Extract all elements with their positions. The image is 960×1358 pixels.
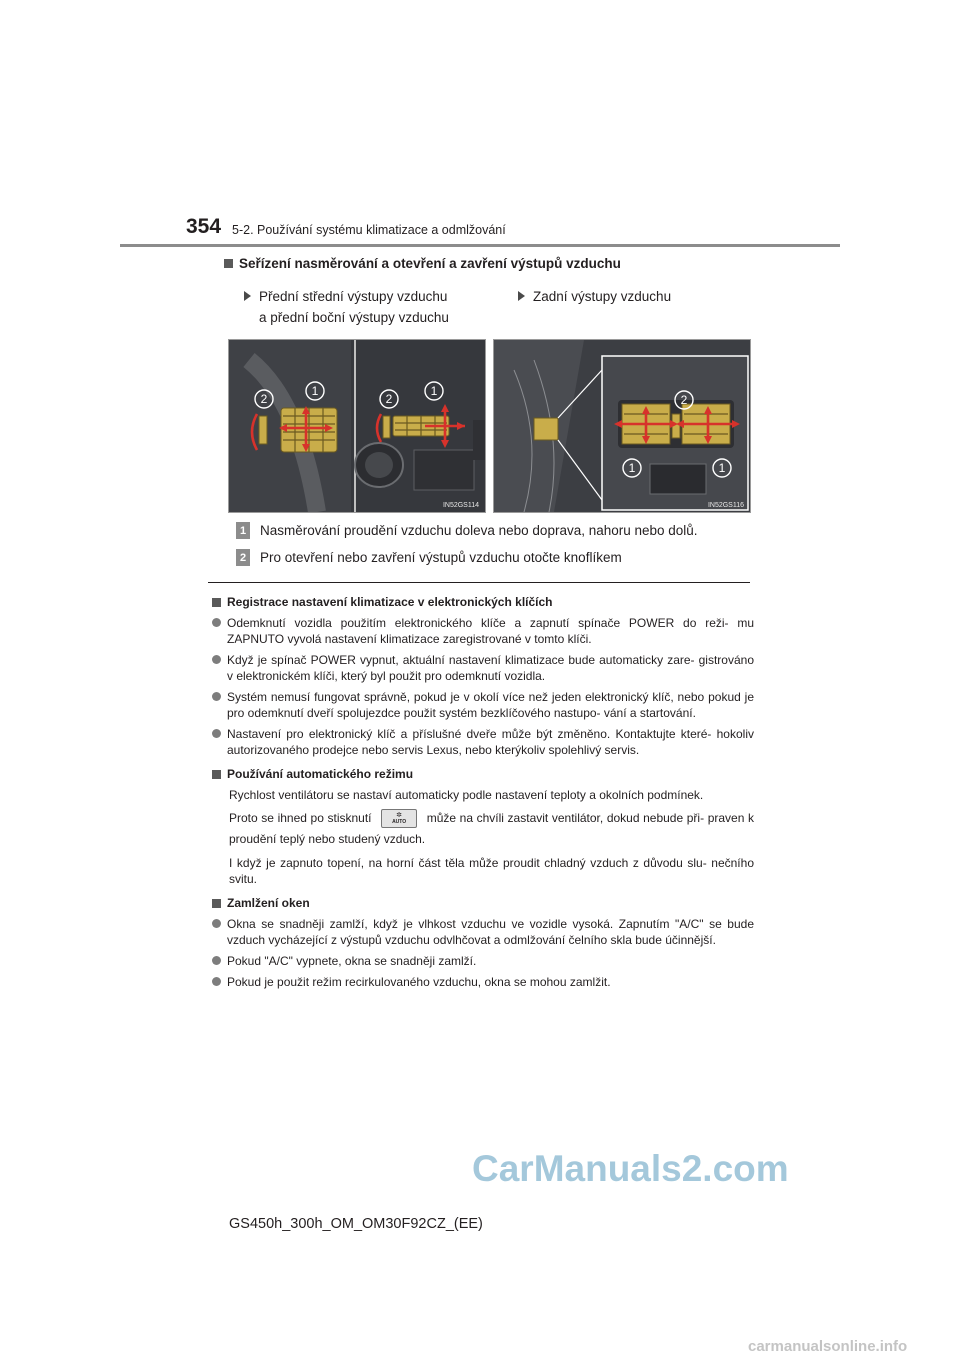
square-bullet-icon [212, 598, 221, 607]
auto-mode-paragraph-1: Rychlost ventilátoru se nastaví automaticky podle nastavení teploty a okolních podmínek. [229, 788, 704, 802]
legend-number-badge: 1 [236, 522, 250, 539]
list-item [212, 652, 754, 684]
watermark-carmanuals2: CarManuals2.com [472, 1148, 789, 1189]
list-item-text: Nastavení pro elektronický klíč a příslušné dveře může být změněno. Kontaktujte které- hokoliv autorizovaného prodejce nebo servis Lexus, nebo kterýkoliv spolehlivý servis. [227, 727, 754, 757]
list-item-text: Systém nemusí fungovat správně, pokud je v okolí více než jeden elektronický klíč, nebo pokud je pro odemknutí dveří spolujezdce použit systém bezklíčového nastupo- vání a startování. [227, 690, 754, 720]
svg-text:2: 2 [260, 392, 268, 406]
legend-item-1 [236, 522, 698, 539]
watermark-carmanualsonline: carmanualsonline.info [748, 1338, 908, 1355]
legend-item-2 [236, 549, 622, 566]
auto-button-icon: ✲ AUTO [381, 809, 417, 828]
circle-bullet-icon [212, 618, 221, 627]
svg-text:1: 1 [718, 461, 726, 475]
list-item-text: Odemknutí vozidla použitím elektronického klíče a zapnutí spínače POWER do reži- mu ZAPNUTO vyvolá nastavení klimatizace zaregistrované v tomto klíči. [227, 616, 754, 646]
list-item-text: Pokud "A/C" vypnete, okna se snadněji zamlží. [227, 954, 477, 968]
list-item-text: Pokud je použit režim recirkulovaného vzduchu, okna se mohou zamlžit. [227, 975, 611, 989]
image-code-front: IN52GS114 [442, 502, 479, 509]
caption-rear-text: Zadní výstupy vzduchu [533, 289, 672, 304]
list-item [212, 974, 754, 990]
caption-front-line1: Přední střední výstupy vzduchu [259, 289, 448, 304]
auto-button-label: AUTO [392, 818, 407, 825]
circle-bullet-icon [212, 692, 221, 701]
circle-bullet-icon [212, 729, 221, 738]
legend-text: Nasměrování proudění vzduchu doleva nebo doprava, nahoru nebo dolů. [260, 523, 698, 538]
square-bullet-icon [224, 259, 233, 268]
svg-text:2: 2 [385, 392, 393, 406]
image-code-rear: IN52GS116 [707, 502, 744, 509]
note-heading-auto-mode [212, 766, 754, 782]
caption-front-vents [244, 286, 449, 328]
caption-front-line2: a přední boční výstupy vzduchu [259, 310, 449, 325]
list-item-text: Když je spínač POWER vypnut, aktuální nastavení klimatizace bude automaticky zare- gistrováno v elektronickém klíči, který byl použit pro odemknutí vozidla. [227, 653, 754, 683]
triangle-bullet-icon [244, 291, 251, 301]
front-vents-drawing [229, 340, 485, 512]
circle-bullet-icon [212, 977, 221, 986]
auto-mode-paragraph-3: I když je zapnuto topení, na horní část těla může proudit chladný vzduch z důvodu slu- nečního svitu. [229, 856, 754, 886]
square-bullet-icon [212, 770, 221, 779]
rear-vents-illustration [493, 339, 751, 513]
note-heading-text: Zamlžení oken [227, 896, 310, 910]
note-heading-registration [212, 594, 754, 610]
legend-number-badge: 2 [236, 549, 250, 566]
header-divider [120, 244, 840, 247]
section-separator [208, 582, 750, 583]
note-heading-text: Registrace nastavení klimatizace v elektronických klíčích [227, 595, 553, 609]
square-bullet-icon [212, 899, 221, 908]
rear-vents-drawing [494, 340, 750, 512]
note-heading-text: Používání automatického režimu [227, 767, 414, 781]
list-item [212, 916, 754, 948]
triangle-bullet-icon [518, 291, 525, 301]
svg-text:2: 2 [680, 393, 688, 407]
circle-bullet-icon [212, 919, 221, 928]
list-item [212, 953, 754, 969]
list-item [212, 615, 754, 647]
svg-text:1: 1 [311, 384, 319, 398]
auto-mode-text-before: Proto se ihned po stisknutí [229, 811, 372, 825]
list-item [212, 726, 754, 758]
front-vents-illustration [228, 339, 486, 513]
section-heading [224, 256, 621, 271]
auto-mode-paragraph-2 [212, 808, 754, 850]
section-heading-text: Seřízení nasměrování a otevření a zavření výstupů vzduchu [239, 256, 621, 271]
circle-bullet-icon [212, 956, 221, 965]
list-item [212, 689, 754, 721]
notes-block [212, 594, 754, 990]
page-number: 354 [186, 215, 222, 238]
auto-mode-text-after: může na chvíli zastavit ventilátor, dokud nebude při- praven k proudění teplý nebo studený vzduch. [229, 811, 754, 846]
note-heading-fogging [212, 895, 754, 911]
legend-text: Pro otevření nebo zavření výstupů vzduchu otočte knoflíkem [260, 550, 622, 565]
caption-rear-vents [518, 286, 671, 307]
chapter-title: 5-2. Používání systému klimatizace a odmlžování [232, 223, 506, 237]
svg-text:1: 1 [628, 461, 636, 475]
list-item-text: Okna se snadněji zamlží, když je vlhkost vzduchu ve vozidle vysoká. Zapnutím "A/C" se bude vzduch vycházející z výstupů vzduchu odvlhčovat a odmlžování čelního skla bude účinnější. [227, 917, 754, 947]
document-code: GS450h_300h_OM_OM30F92CZ_(EE) [229, 1216, 483, 1232]
circle-bullet-icon [212, 655, 221, 664]
svg-text:1: 1 [430, 384, 438, 398]
